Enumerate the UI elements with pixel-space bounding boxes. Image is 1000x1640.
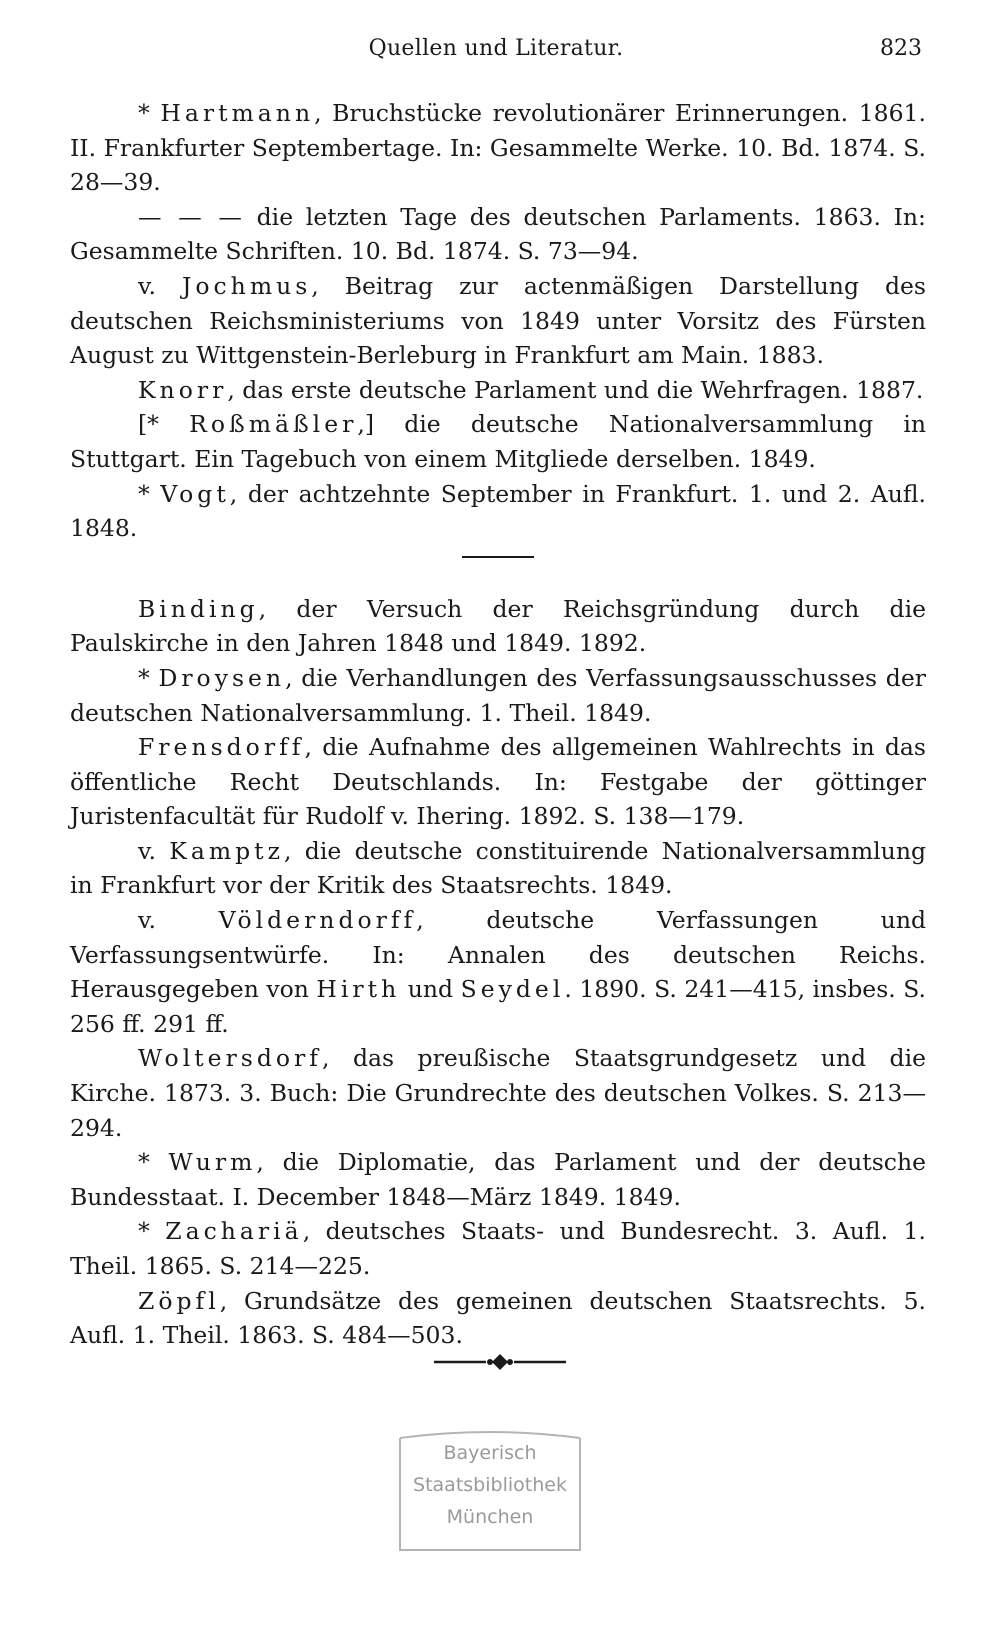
- entry-text: , Beitrag zur actenmäßigen Darstellung des deutschen Reichsministeriums von 1849 unter Vorsitz des Fürsten August zu Wittgenstein-Berleburg in Frankfurt am Main. 1883.: [70, 271, 926, 370]
- author-name: Kamptz: [169, 836, 284, 865]
- bibliography-entry: [70, 269, 926, 373]
- closing-ornament: [0, 1350, 1000, 1374]
- entry-prefix: *: [138, 1217, 166, 1246]
- author-name: Wurm: [168, 1148, 257, 1177]
- author-name: Frensdorff: [138, 733, 305, 762]
- author-name: Zachariä: [165, 1217, 303, 1246]
- bibliography-entry: [70, 1284, 926, 1353]
- author-name: Seydel: [460, 975, 565, 1004]
- entry-text: , Grundsätze des gemeinen deutschen Staatsrechts. 5. Aufl. 1. Theil. 1863. S. 484—503.: [70, 1286, 926, 1350]
- bibliography-entry: [70, 200, 926, 269]
- entry-text: , Bruchstücke revolutionärer Erinnerungen. 1861. II. Frankfurter Septembertage. In: Gesammelte Werke. 10. Bd. 1874. S. 28—39.: [70, 99, 926, 197]
- author-name: Woltersdorf: [138, 1044, 322, 1073]
- running-head: Quellen und Literatur.: [368, 36, 624, 61]
- author-name: Vogt: [160, 479, 230, 508]
- entry-prefix: v.: [138, 906, 219, 935]
- section-divider: [462, 556, 534, 558]
- bibliography-entry: [70, 477, 926, 546]
- entry-text: ,] die deutsche Nationalversammlung in Stuttgart. Ein Tagebuch von einem Mitgliede derselben. 1849.: [70, 410, 927, 473]
- entry-prefix: *: [138, 1148, 169, 1177]
- bibliography-entry: [70, 592, 926, 661]
- entry-text: , der Versuch der Reichsgründung durch die Paulskirche in den Jahren 1848 und 1849. 1892.: [70, 594, 926, 658]
- bibliography-entry: [70, 373, 926, 408]
- author-name: Binding: [138, 594, 259, 623]
- page-header: [70, 36, 922, 76]
- bibliography-entry: [70, 1041, 926, 1145]
- author-name: Zöpfl: [138, 1286, 220, 1315]
- author-name: Hartmann: [160, 99, 315, 127]
- entry-prefix: *: [138, 479, 161, 508]
- stamp-text: München: [446, 1506, 534, 1528]
- entry-text: , die Diplomatie, das Parlament und der deutsche Bundesstaat. I. December 1848—März 1849. 1849.: [70, 1148, 926, 1211]
- entry-prefix: v.: [138, 271, 182, 300]
- entry-text: . 1890. S. 241—415, insbes. S. 256 ff. 291 ff.: [70, 975, 926, 1038]
- entry-text: , deutsches Staats- und Bundesrecht. 3. Aufl. 1. Theil. 1865. S. 214—225.: [70, 1217, 926, 1280]
- entry-text: , die Aufnahme des allgemeinen Wahlrechts in das öffentliche Recht Deutschlands. In: Festgabe der göttinger Juristenfacultät für Rudolf v. Ihering. 1892. S. 138—179.: [70, 733, 926, 831]
- entry-text: die letzten Tage des deutschen Parlaments. 1863. In: Gesammelte Schriften. 10. Bd. 1874. S. 73—94.: [70, 202, 926, 266]
- stamp-text: Bayerisch: [443, 1442, 537, 1464]
- bibliography-entry: [70, 661, 926, 730]
- bibliography-entry: [70, 903, 926, 1041]
- entry-text: , das preußische Staatsgrundgesetz und die Kirche. 1873. 3. Buch: Die Grundrechte des deutschen Volkes. S. 213—294.: [70, 1044, 926, 1142]
- entry-text: , die Verhandlungen des Verfassungsausschusses der deutschen Nationalversammlung. 1. Theil. 1849.: [70, 663, 926, 727]
- bibliography-entry: [70, 96, 926, 200]
- entry-text: und: [400, 975, 461, 1004]
- author-name: Jochmus: [181, 271, 312, 300]
- author-name: Roßmäßler: [189, 410, 358, 439]
- entry-prefix: v.: [138, 836, 170, 865]
- page-number: 823: [880, 36, 922, 61]
- bibliography-entry: [70, 834, 926, 903]
- bibliography-entry: [70, 1145, 926, 1214]
- entry-text: , das erste deutsche Parlament und die Wehrfragen. 1887.: [227, 375, 924, 404]
- library-stamp: [396, 1424, 584, 1552]
- entry-prefix: [*: [138, 410, 190, 439]
- ditto-dashes: — — —: [138, 202, 244, 231]
- bibliography-entry: [70, 1214, 926, 1283]
- ornament-icon: [434, 1352, 566, 1372]
- bibliography-entry: [70, 730, 926, 834]
- entry-text: , der achtzehnte September in Frankfurt. 1. und 2. Aufl. 1848.: [70, 479, 926, 543]
- entry-prefix: *: [138, 99, 161, 127]
- entry-prefix: *: [138, 663, 159, 692]
- author-name: Hirth: [316, 975, 401, 1004]
- author-name: Knorr: [138, 375, 228, 404]
- entry-text: , die deutsche constituirende Nationalversammlung in Frankfurt vor der Kritik des Staatsrechts. 1849.: [70, 836, 926, 900]
- bibliography-entry: [70, 407, 926, 476]
- bibliography-text: [70, 96, 926, 1353]
- stamp-text: Staatsbibliothek: [413, 1474, 567, 1496]
- author-name: Völderndorff: [218, 906, 417, 935]
- entry-text: , deutsche Verfassungen und Verfassungsentwürfe. In: Annalen des deutschen Reichs. Herausgegeben von: [70, 906, 926, 1004]
- author-name: Droysen: [158, 663, 286, 692]
